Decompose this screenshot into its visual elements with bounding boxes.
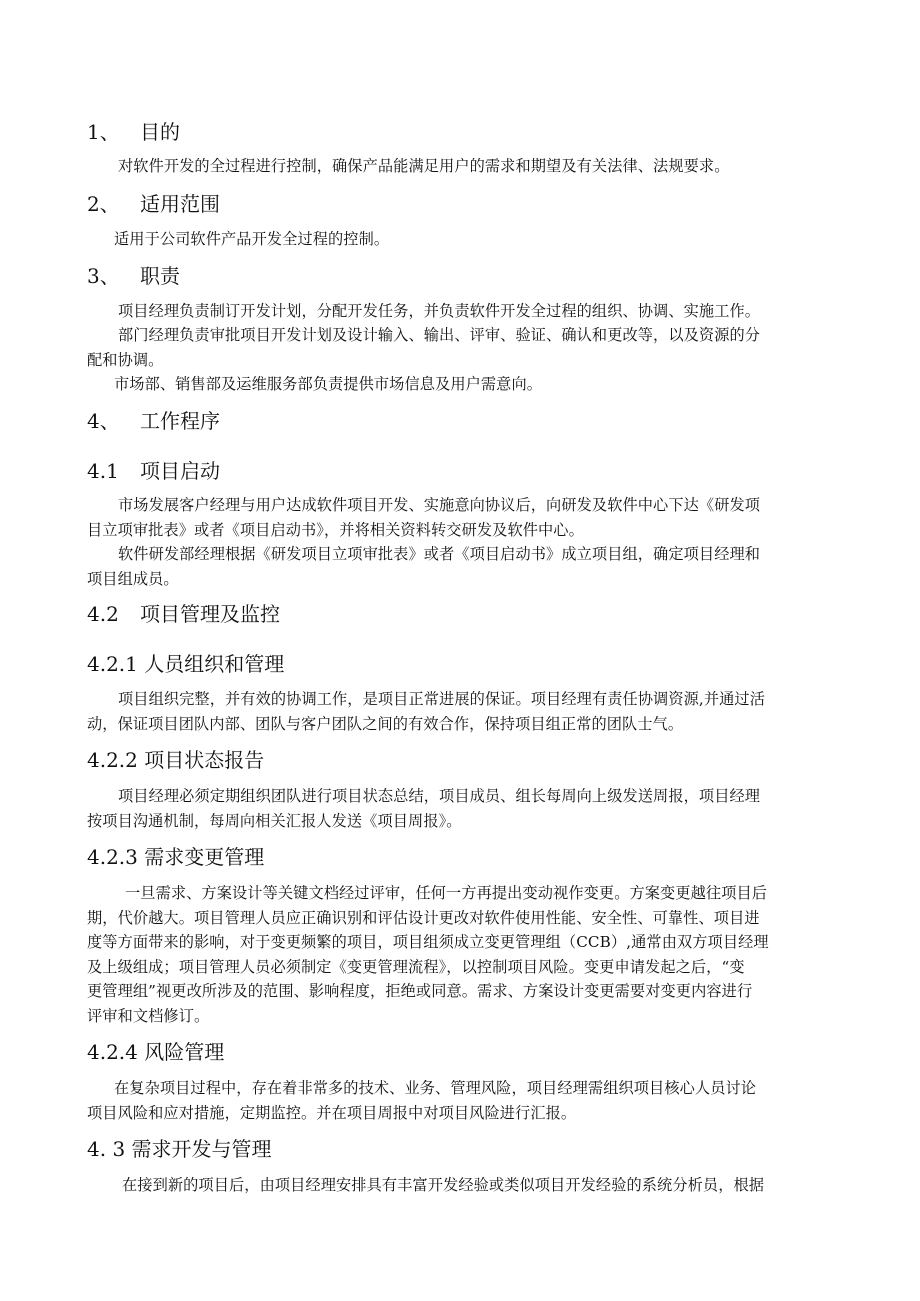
heading-title: 4. 3 需求开发与管理 bbox=[87, 1137, 272, 1161]
heading-title: 目的 bbox=[140, 120, 180, 144]
heading-4-2 bbox=[87, 602, 280, 626]
paragraph: 项目组织完整，并有效的协调工作，是项目正常进展的保证。项目经理有责任协调资源,并通过活 动，保证项目团队内部、团队与客户团队之间的有效合作，保持项目组正常的团队士气。 bbox=[87, 690, 766, 733]
paragraph: 适用于公司软件产品开发全过程的控制。 bbox=[114, 230, 390, 248]
heading-title: 4.2.4 风险管理 bbox=[87, 1040, 225, 1064]
paragraph: 部门经理负责审批项目开发计划及设计输入、输出、评审、验证、确认和更改等，以及资源的分 配和协调。 bbox=[87, 326, 761, 369]
paragraph: 项目经理必须定期组织团队进行项目状态总结，项目成员、组长每周向上级发送周报，项目经理 按项目沟通机制，每周向相关汇报人发送《项目周报》。 bbox=[87, 787, 761, 830]
heading-number: 4.2 bbox=[87, 602, 119, 626]
paragraph: 一旦需求、方案设计等关键文档经过评审，任何一方再提出变动视作变更。方案变更越往项目后 期，代价越大。项目管理人员应正确识别和评估设计更改对软件使用性能、安全性、可靠性、项目进 度等方面带来的影响，对于变更频繁的项目，项目组须成立变更管理组（CCB）,通常由双方项目经理 及上级组成；项目管理人员必须制定《变更管理流程》，以控制项目风险。变更申请发起之后，“变 更管理组”视更改所涉及的范围、影响程度，拒绝或同意。需求、方案设计变更需要对变更内容进行 评审和文档修订。 bbox=[87, 884, 769, 1025]
heading-title: 职责 bbox=[140, 264, 180, 288]
paragraph: 软件研发部经理根据《研发项目立项审批表》或者《项目启动书》成立项目组，确定项目经理和 项目组成员。 bbox=[87, 545, 761, 588]
heading-number: 2、 bbox=[87, 192, 120, 216]
heading-4-1 bbox=[87, 459, 220, 483]
heading-4 bbox=[87, 409, 220, 433]
heading-title: 项目启动 bbox=[140, 459, 220, 483]
paragraph: 项目经理负责制订开发计划，分配开发任务，并负责软件开发全过程的组织、协调、实施工作。 bbox=[118, 302, 761, 320]
heading-title: 项目管理及监控 bbox=[140, 602, 280, 626]
heading-4-2-3 bbox=[87, 845, 264, 869]
heading-title: 适用范围 bbox=[140, 192, 220, 216]
heading-number: 1、 bbox=[87, 120, 120, 144]
heading-title: 4.2.3 需求变更管理 bbox=[87, 845, 265, 869]
heading-2 bbox=[87, 192, 220, 216]
paragraph: 对软件开发的全过程进行控制，确保产品能满足用户的需求和期望及有关法律、法规要求。 bbox=[118, 157, 730, 175]
heading-4-2-1 bbox=[87, 652, 284, 676]
heading-3 bbox=[87, 264, 180, 288]
heading-4-2-2 bbox=[87, 748, 264, 772]
heading-title: 4.2.1 人员组织和管理 bbox=[87, 652, 285, 676]
heading-number: 3、 bbox=[87, 264, 120, 288]
paragraph: 在接到新的项目后，由项目经理安排具有丰富开发经验或类似项目开发经验的系统分析员，根据 bbox=[122, 1176, 765, 1194]
heading-number: 4、 bbox=[87, 409, 120, 433]
heading-title: 4.2.2 项目状态报告 bbox=[87, 748, 265, 772]
heading-4-2-4 bbox=[87, 1040, 224, 1064]
heading-title: 工作程序 bbox=[140, 409, 220, 433]
paragraph: 在复杂项目过程中，存在着非常多的技术、业务、管理风险，项目经理需组织项目核心人员讨论 项目风险和应对措施，定期监控。并在项目周报中对项目风险进行汇报。 bbox=[87, 1079, 757, 1122]
heading-1 bbox=[87, 120, 180, 144]
paragraph: 市场部、销售部及运维服务部负责提供市场信息及用户需意向。 bbox=[114, 375, 543, 393]
paragraph: 市场发展客户经理与用户达成软件项目开发、实施意向协议后，向研发及软件中心下达《研发项 目立项审批表》或者《项目启动书》，并将相关资料转交研发及软件中心。 bbox=[87, 496, 761, 539]
heading-4-3 bbox=[87, 1137, 272, 1161]
heading-number: 4.1 bbox=[87, 459, 119, 483]
